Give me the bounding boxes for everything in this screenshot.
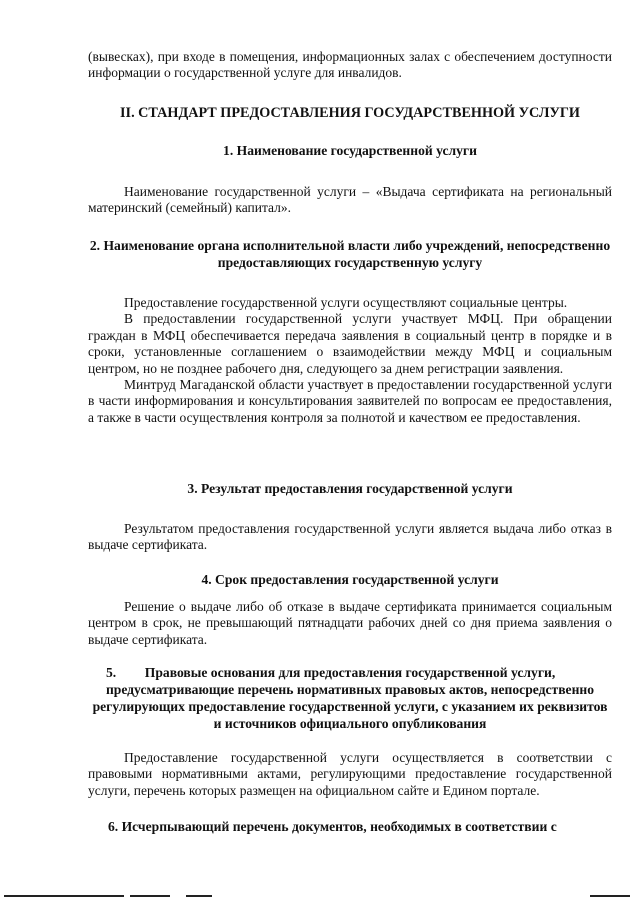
- item-1-heading: 1. Наименование государственной услуги: [223, 143, 477, 158]
- item-1-paragraph: Наименование государственной услуги – «Выдача сертификата на региональный материнский (семейный) капитал».: [88, 184, 612, 216]
- item-4-paragraph: Решение о выдаче либо об отказе в выдаче сертификата принимается социальным центром в срок, не превышающий пятнадцати рабочих дней со дня приема заявления о выдаче сертификата.: [88, 599, 612, 647]
- item-3-paragraph: Результатом предоставления государственной услуги является выдача либо отказ в выдаче сертификата.: [88, 521, 612, 553]
- scan-artifact-line: [130, 895, 170, 897]
- scan-artifact-line: [4, 895, 124, 897]
- item-2-paragraph: Минтруд Магаданской области участвует в предоставлении государственной услуги в части информирования и консультирования заявителей по вопросам ее предоставления, а также в части осуществления контроля за полнотой и качеством ее предоставления.: [88, 377, 612, 425]
- item-2-body: [88, 295, 612, 426]
- item-5-paragraph: Предоставление государственной услуги осуществляется в соответствии с правовыми нормативными актами, регулирующими предоставление государственной услуги, перечень которых размещен на официальном сайте и Едином портале.: [88, 750, 612, 798]
- document-page: [88, 0, 612, 905]
- scan-artifact-line: [590, 895, 630, 897]
- item-5-heading-block: [88, 664, 612, 732]
- item-3-heading: 3. Результат предоставления государственной услуги: [187, 481, 513, 496]
- item-2-heading: 2. Наименование органа исполнительной власти либо учреждений, непосредственно предоставляющих государственную услугу: [89, 238, 611, 270]
- item-2-paragraph: Предоставление государственной услуги осуществляют социальные центры.: [124, 295, 568, 310]
- item-6-heading: 6. Исчерпывающий перечень документов, необходимых в соответствии с: [108, 819, 557, 834]
- intro-paragraph: (вывесках), при входе в помещения, информационных залах с обеспечением доступности информации о государственной услуге для инвалидов.: [88, 49, 612, 81]
- item-4-body: [88, 599, 612, 648]
- item-3-body: [88, 521, 612, 554]
- item-5-number: 5.: [106, 665, 117, 680]
- item-5-body: [88, 750, 612, 799]
- item-1-body: [88, 184, 612, 217]
- item-5-heading: Правовые основания для предоставления государственной услуги, предусматривающие перечень нормативных правовых актов, непосредственно регулирующих предоставление государственной услуги, с указанием их реквизитов и источников официального опубликования: [92, 665, 608, 731]
- item-2-paragraph: В предоставлении государственной услуги участвует МФЦ. При обращении граждан в МФЦ обеспечивается передача заявления в социальный центр в порядке и в сроки, установленные соглашением о взаимодействии между МФЦ и социальным центром, но не позднее рабочего дня, следующего за днем регистрации заявления.: [88, 311, 612, 376]
- scan-artifact-line: [186, 895, 212, 897]
- item-4-heading: 4. Срок предоставления государственной услуги: [201, 572, 499, 587]
- section-title: II. СТАНДАРТ ПРЕДОСТАВЛЕНИЯ ГОСУДАРСТВЕННОЙ УСЛУГИ: [120, 105, 580, 121]
